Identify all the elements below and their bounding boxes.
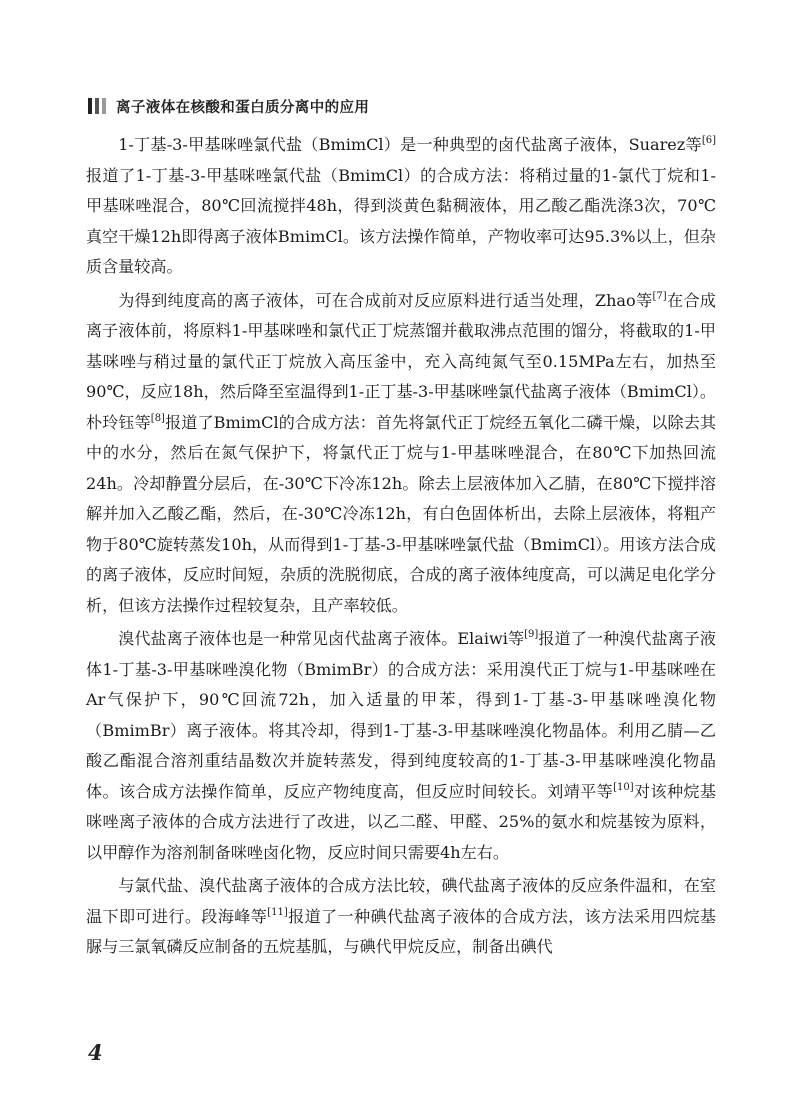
citation-ref: [9] — [524, 629, 539, 640]
paragraph — [86, 624, 716, 868]
paragraph-text: 报道了BmimCl的合成方法：首先将氯代正丁烷经五氧化二磷干燥，以除去其中的水分，然后在氮气保护下，将氯代正丁烷与1-甲基咪唑混合，在80℃下加热回流24h。冷却静置分层后，在-30℃下冷冻12h。除去上层液体加入乙腈，在80℃下搅拌溶解并加入乙酸乙酯，然后，在-30℃冷冻12h，有白色固体析出，去除上层液体，将粗产物于80℃旋转蒸发10h，从而得到1-丁基-3-甲基咪唑氯代盐（BmimCl）。用该方法合成的离子液体，反应时间短，杂质的洗脱彻底，合成的离子液体纯度高，可以满足电化学分析，但该方法操作过程较复杂，且产率较低。 — [86, 412, 716, 615]
running-header — [88, 96, 708, 116]
paragraph-text: 报道了一种碘代盐离子液体的合成方法，该方法采用四烷基脲与三氯氧磷反应制备的五烷基胍，与碘代甲烷反应，制备出碘代 — [86, 906, 717, 956]
page-number: 4 — [88, 1040, 103, 1065]
paragraph — [86, 130, 716, 283]
citation-ref: [10] — [613, 781, 634, 793]
paragraph-text: 对该种烷基咪唑离子液体的合成方法进行了改进，以乙二醛、甲醛、25%的氨水和烷基铵为原料，以甲醇作为溶剂制备咪唑卤化物，反应时间只需要4h左右。 — [86, 781, 717, 862]
running-header-title: 离子液体在核酸和蛋白质分离中的应用 — [116, 99, 370, 116]
paragraph-text: 报道了1-丁基-3-甲基咪唑氯代盐（BmimCl）的合成方法：将稍过量的1-氯代丁烷和1-甲基咪唑混合，80℃回流搅拌48h，得到淡黄色黏稠液体，用乙酸乙酯洗涤3次，70℃真空干燥12h即得离子液体BmimCl。该方法操作简单，产物收率可达95.3%以上，但杂质含量较高。 — [86, 165, 716, 276]
paragraph-text: 溴代盐离子液体也是一种常见卤代盐离子液体。Elaiwi等 — [118, 629, 525, 648]
header-bar-marks — [88, 98, 106, 114]
paragraph-text: 在合成离子液体前，将原料1-甲基咪唑和氯代正丁烷蒸馏并截取沸点范围的馏分，将截取的1-甲基咪唑与稍过量的氯代正丁烷放入高压釜中，充入高纯氮气至0.15MPa左右，加热至90℃，反应18h，然后降至室温得到1-正丁基-3-甲基咪唑氯代盐离子液体（BmimCl）。朴玲钰等 — [86, 290, 717, 432]
body-text — [86, 130, 716, 963]
citation-ref: [8] — [150, 412, 165, 424]
paragraph — [86, 871, 716, 963]
paragraph — [86, 286, 716, 622]
citation-ref: [6] — [701, 135, 716, 146]
paragraph-text: 1-丁基-3-甲基咪唑氯代盐（BmimCl）是一种典型的卤代盐离子液体，Suarez等 — [118, 135, 702, 154]
citation-ref: [7] — [652, 290, 667, 302]
header-mark — [102, 98, 106, 114]
header-mark — [88, 98, 92, 114]
paragraph-text: 报道了一种溴代盐离子液体1-丁基-3-甲基咪唑溴化物（BmimBr）的合成方法：采用溴代正丁烷与1-甲基咪唑在Ar气保护下，90℃回流72h，加入适量的甲苯，得到1-丁基-3-甲基咪唑溴化物（BmimBr）离子液体。将其冷却，得到1-丁基-3-甲基咪唑溴化物晶体。利用乙腈—乙酸乙酯混合溶剂重结晶数次并旋转蒸发，得到纯度较高的1-丁基-3-甲基咪唑溴化物晶体。该合成方法操作简单，反应产物纯度高，但反应时间较长。刘靖平等 — [86, 629, 717, 801]
header-mark — [95, 98, 99, 114]
citation-ref: [11] — [267, 906, 288, 918]
paragraph-text: 与氯代盐、溴代盐离子液体的合成方法比较，碘代盐离子液体的反应条件温和，在室温下即可进行。段海峰等 — [86, 876, 716, 926]
paragraph-text: 为得到纯度高的离子液体，可在合成前对反应原料进行适当处理，Zhao等 — [118, 290, 653, 310]
